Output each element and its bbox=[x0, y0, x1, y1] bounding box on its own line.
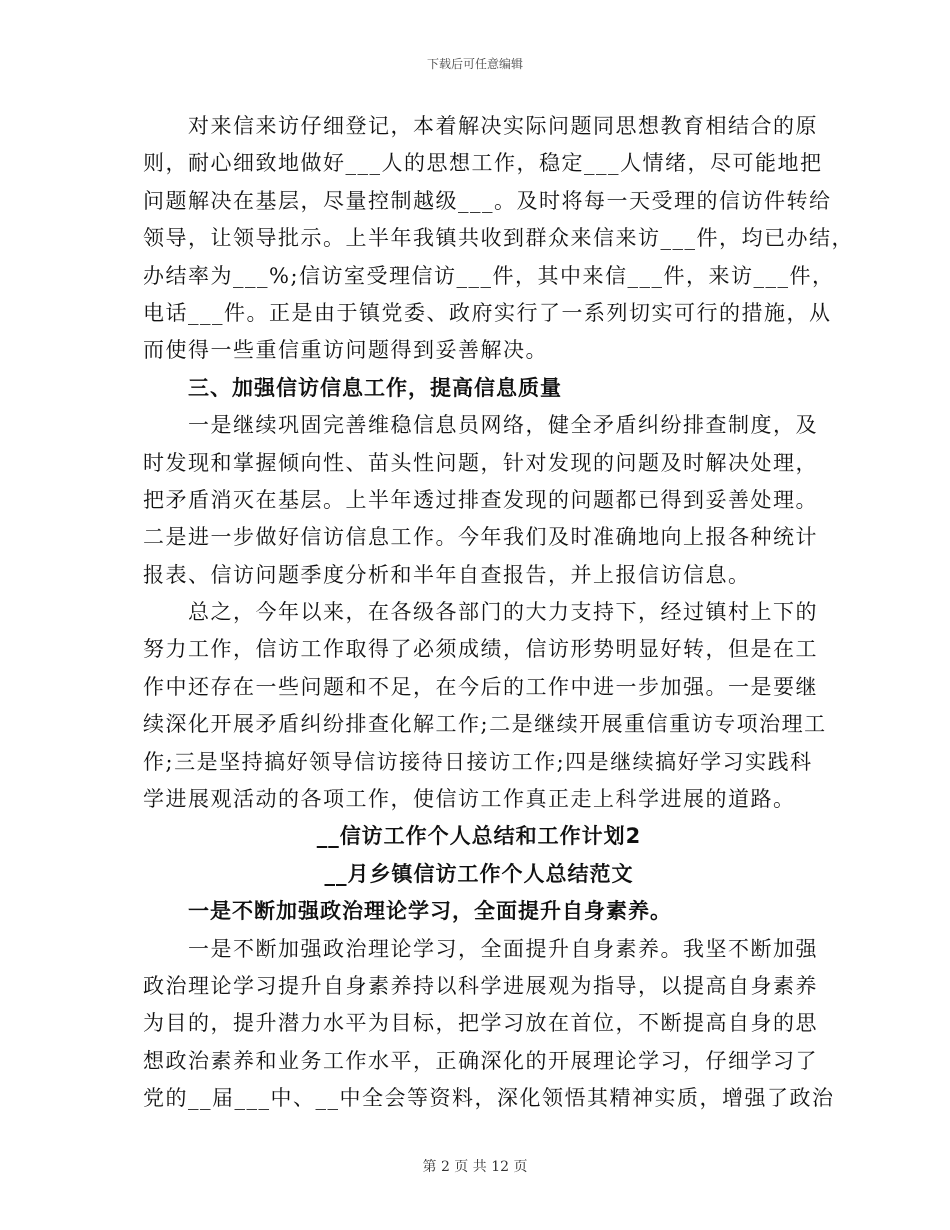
text-line: 努力工作，信访工作取得了必须成绩，信访形势明显好转，但是在工 bbox=[143, 637, 818, 662]
text-line: 想政治素养和业务工作水平，正确深化的开展理论学习，仔细学习了 bbox=[143, 1048, 818, 1073]
text-line: 为目的，提升潜力水平为目标，把学习放在首位，不断提高自身的思 bbox=[143, 1011, 818, 1036]
document-title: __信访工作个人总结和工作计划2 bbox=[316, 824, 642, 849]
text-line: 学进展观活动的各项工作，使信访工作真正走上科学进展的道路。 bbox=[143, 787, 796, 812]
text-line: 而使得一些重信重访问题得到妥善解决。 bbox=[143, 338, 548, 363]
document-subtitle: __月乡镇信访工作个人总结范文 bbox=[324, 861, 634, 886]
text-line: 问题解决在基层，尽量控制越级___。及时将每一天受理的信访件转给 bbox=[143, 188, 832, 213]
section-heading-1: 一是不断加强政治理论学习，全面提升自身素养。 bbox=[188, 899, 672, 924]
text-line: 一是不断加强政治理论学习，全面提升自身素养。我坚不断加强 bbox=[188, 936, 818, 961]
text-line: 作中还存在一些问题和不足，在今后的工作中进一步加强。一是要继 bbox=[143, 674, 818, 699]
text-line: 办结率为___%;信访室受理信访___件，其中来信___件，来访___件， bbox=[143, 263, 835, 288]
download-note: 下载后可任意编辑 bbox=[426, 57, 523, 71]
text-line: 时发现和掌握倾向性、苗头性问题，针对发现的问题及时解决处理， bbox=[143, 450, 818, 475]
text-line: 党的__届___中、__中全会等资料，深化领悟其精神实质，增强了政治 bbox=[143, 1086, 835, 1111]
text-line: 报表、信访问题季度分析和半年自查报告，并上报信访信息。 bbox=[143, 562, 751, 587]
text-line: 领导，让领导批示。上半年我镇共收到群众来信来访___件，均已办结， bbox=[143, 226, 854, 251]
text-line: 总之，今年以来，在各级各部门的大力支持下，经过镇村上下的 bbox=[188, 600, 818, 625]
page-number: 第 2 页 共 12 页 bbox=[422, 1159, 528, 1175]
text-line: 把矛盾消灭在基层。上半年透过排查发现的问题都已得到妥善处理。 bbox=[143, 487, 818, 512]
text-line: 二是进一步做好信访信息工作。今年我们及时准确地向上报各种统计 bbox=[143, 525, 818, 550]
section-heading-3: 三、加强信访信息工作，提高信息质量 bbox=[188, 375, 562, 400]
text-line: 电话___件。正是由于镇党委、政府实行了一系列切实可行的措施，从 bbox=[143, 300, 832, 325]
text-line: 则，耐心细致地做好___人的思想工作，稳定___人情绪，尽可能地把 bbox=[143, 151, 823, 176]
text-line: 对来信来访仔细登记，本着解决实际问题同思想教育相结合的原 bbox=[188, 114, 818, 138]
text-line: 作;三是坚持搞好领导信访接待日接访工作;四是继续搞好学习实践科 bbox=[143, 749, 813, 774]
text-line: 政治理论学习提升自身素养持以科学进展观为指导，以提高自身素养 bbox=[143, 973, 818, 998]
text-line: 续深化开展矛盾纠纷排查化解工作;二是继续开展重信重访专项治理工 bbox=[143, 712, 827, 737]
text-line: 一是继续巩固完善维稳信息员网络，健全矛盾纠纷排查制度，及 bbox=[188, 413, 818, 438]
document-body bbox=[143, 108, 854, 1118]
